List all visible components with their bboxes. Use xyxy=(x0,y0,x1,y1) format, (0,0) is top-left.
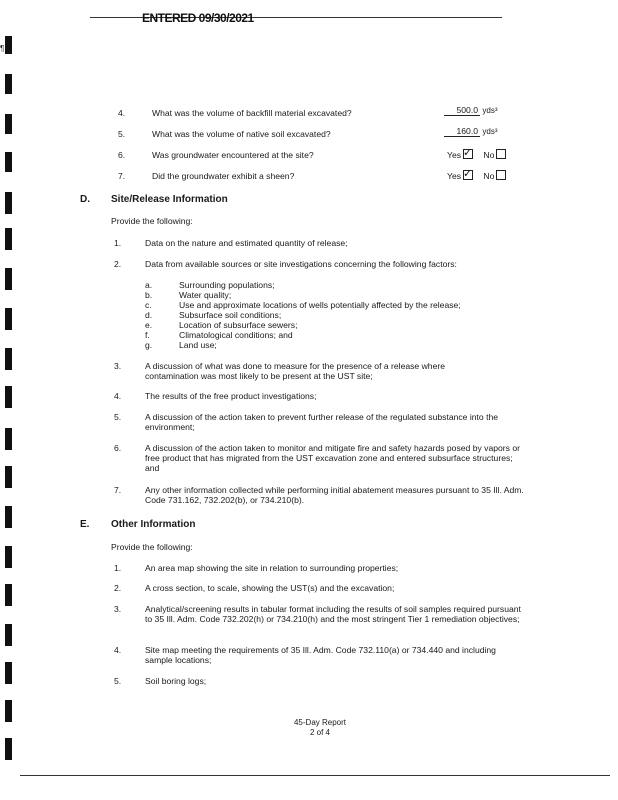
section-letter: D. xyxy=(80,194,90,205)
factor-text: Location of subsurface sewers; xyxy=(179,320,298,330)
factor-letter: f. xyxy=(145,330,150,340)
item-text: An area map showing the site in relation to surrounding properties; xyxy=(145,563,399,573)
question-text: What was the volume of backfill material excavated? xyxy=(152,108,352,118)
item-text: A discussion of the action taken to prevent further release of the regulated substance into the environment; xyxy=(145,412,499,432)
item-text: Data on the nature and estimated quantity of release; xyxy=(145,238,348,248)
scan-bar xyxy=(5,624,12,646)
item-number: 3. xyxy=(114,361,122,371)
footer-page-number: 2 of 4 xyxy=(309,728,330,737)
groundwater-sheen-options xyxy=(447,170,506,181)
factor-letter: e. xyxy=(145,320,153,330)
footer-report-title: 45-Day Report xyxy=(293,718,347,727)
scan-bar xyxy=(5,506,12,528)
scan-bar xyxy=(5,700,12,722)
item-text: Site map meeting the requirements of 35 Ill. Adm. Code 732.110(a) or 734.440 and including sample locations; xyxy=(145,645,496,665)
footer-rule xyxy=(20,775,610,776)
scan-bar xyxy=(5,308,12,330)
yes-checkbox[interactable] xyxy=(463,149,473,159)
item-number: 5. xyxy=(114,412,122,422)
entered-stamp: ENTERED 09/30/2021 xyxy=(142,11,254,25)
factor-text: Climatological conditions; and xyxy=(179,330,293,340)
section-intro: Provide the following: xyxy=(111,216,193,226)
question-text: Was groundwater encountered at the site? xyxy=(152,150,314,160)
section-title: Other Information xyxy=(111,519,196,530)
item-text: Soil boring logs; xyxy=(145,676,207,686)
factor-text: Use and approximate locations of wells potentially affected by the release; xyxy=(179,300,461,310)
yes-checkbox[interactable] xyxy=(463,170,473,180)
factor-text: Water quality; xyxy=(179,290,232,300)
no-label: No xyxy=(483,171,495,181)
no-label: No xyxy=(483,150,495,160)
scan-bar xyxy=(5,36,12,54)
scan-bar xyxy=(5,228,12,250)
scan-bar xyxy=(5,428,12,450)
question-number: 5. xyxy=(118,129,126,139)
volume-unit: yds³ xyxy=(482,106,498,115)
no-checkbox[interactable] xyxy=(496,170,506,180)
item-number: 2. xyxy=(114,259,122,269)
item-text: A discussion of what was done to measure for the presence of a release where contamination was most likely to be present at the UST site; xyxy=(145,361,445,381)
item-number: 6. xyxy=(114,443,122,453)
scan-bar xyxy=(5,386,12,408)
no-checkbox[interactable] xyxy=(496,149,506,159)
section-intro: Provide the following: xyxy=(111,542,193,552)
item-number: 1. xyxy=(114,238,122,248)
scan-bar xyxy=(5,662,12,684)
item-text: A discussion of the action taken to monitor and mitigate fire and safety hazards posed by vapors or free product that has migrated from the UST excavation zone and entered subsurface structures; and xyxy=(145,443,520,473)
item-number: 4. xyxy=(114,645,122,655)
backfill-volume-field[interactable] xyxy=(444,105,498,116)
scan-bar xyxy=(5,74,12,94)
item-number: 2. xyxy=(114,583,122,593)
item-number: 3. xyxy=(114,604,122,614)
section-letter: E. xyxy=(80,519,90,530)
question-number: 6. xyxy=(118,150,126,160)
scan-bar xyxy=(5,466,12,488)
item-number: 1. xyxy=(114,563,122,573)
factor-letter: c. xyxy=(145,300,152,310)
item-text: Any other information collected while performing initial abatement measures pursuant to 35 Ill. Adm. Code 731.162, 732.202(b), or 734.210(b). xyxy=(145,485,524,505)
volume-unit: yds³ xyxy=(482,127,498,136)
question-number: 7. xyxy=(118,171,126,181)
scan-bar xyxy=(5,584,12,606)
item-number: 5. xyxy=(114,676,122,686)
scan-bar xyxy=(5,268,12,290)
item-text: The results of the free product investigations; xyxy=(145,391,317,401)
factor-letter: b. xyxy=(145,290,153,300)
scan-bar xyxy=(5,114,12,134)
factor-text: Land use; xyxy=(179,340,217,350)
yes-label: Yes xyxy=(447,171,462,181)
factor-text: Surrounding populations; xyxy=(179,280,275,290)
scan-bar xyxy=(5,738,12,760)
factor-letter: g. xyxy=(145,340,153,350)
question-text: What was the volume of native soil excavated? xyxy=(152,129,331,139)
native-soil-volume-field[interactable] xyxy=(444,126,498,137)
scan-bar xyxy=(5,348,12,370)
scan-bar xyxy=(5,152,12,172)
section-title: Site/Release Information xyxy=(111,194,228,205)
item-text: Analytical/screening results in tabular format including the results of soil samples required pursuant to 35 Ill. Adm. Code 732.202(h) or 734.210(h) and the most stringent Tier 1 remediation objectives; xyxy=(145,604,521,624)
scan-bar xyxy=(5,192,12,214)
scan-bar xyxy=(5,546,12,568)
question-text: Did the groundwater exhibit a sheen? xyxy=(152,171,295,181)
item-number: 7. xyxy=(114,485,122,495)
item-text: A cross section, to scale, showing the UST(s) and the excavation; xyxy=(145,583,395,593)
factor-letter: a. xyxy=(145,280,153,290)
yes-label: Yes xyxy=(447,150,462,160)
question-number: 4. xyxy=(118,108,126,118)
factor-text: Subsurface soil conditions; xyxy=(179,310,282,320)
backfill-volume-value: 500.0 xyxy=(444,105,480,116)
factor-letter: d. xyxy=(145,310,153,320)
groundwater-encountered-options xyxy=(447,149,506,160)
item-number: 4. xyxy=(114,391,122,401)
item-text: Data from available sources or site investigations concerning the following factors: xyxy=(145,259,457,269)
scan-mark: ¶ xyxy=(0,44,5,53)
native-soil-volume-value: 160.0 xyxy=(444,126,480,137)
